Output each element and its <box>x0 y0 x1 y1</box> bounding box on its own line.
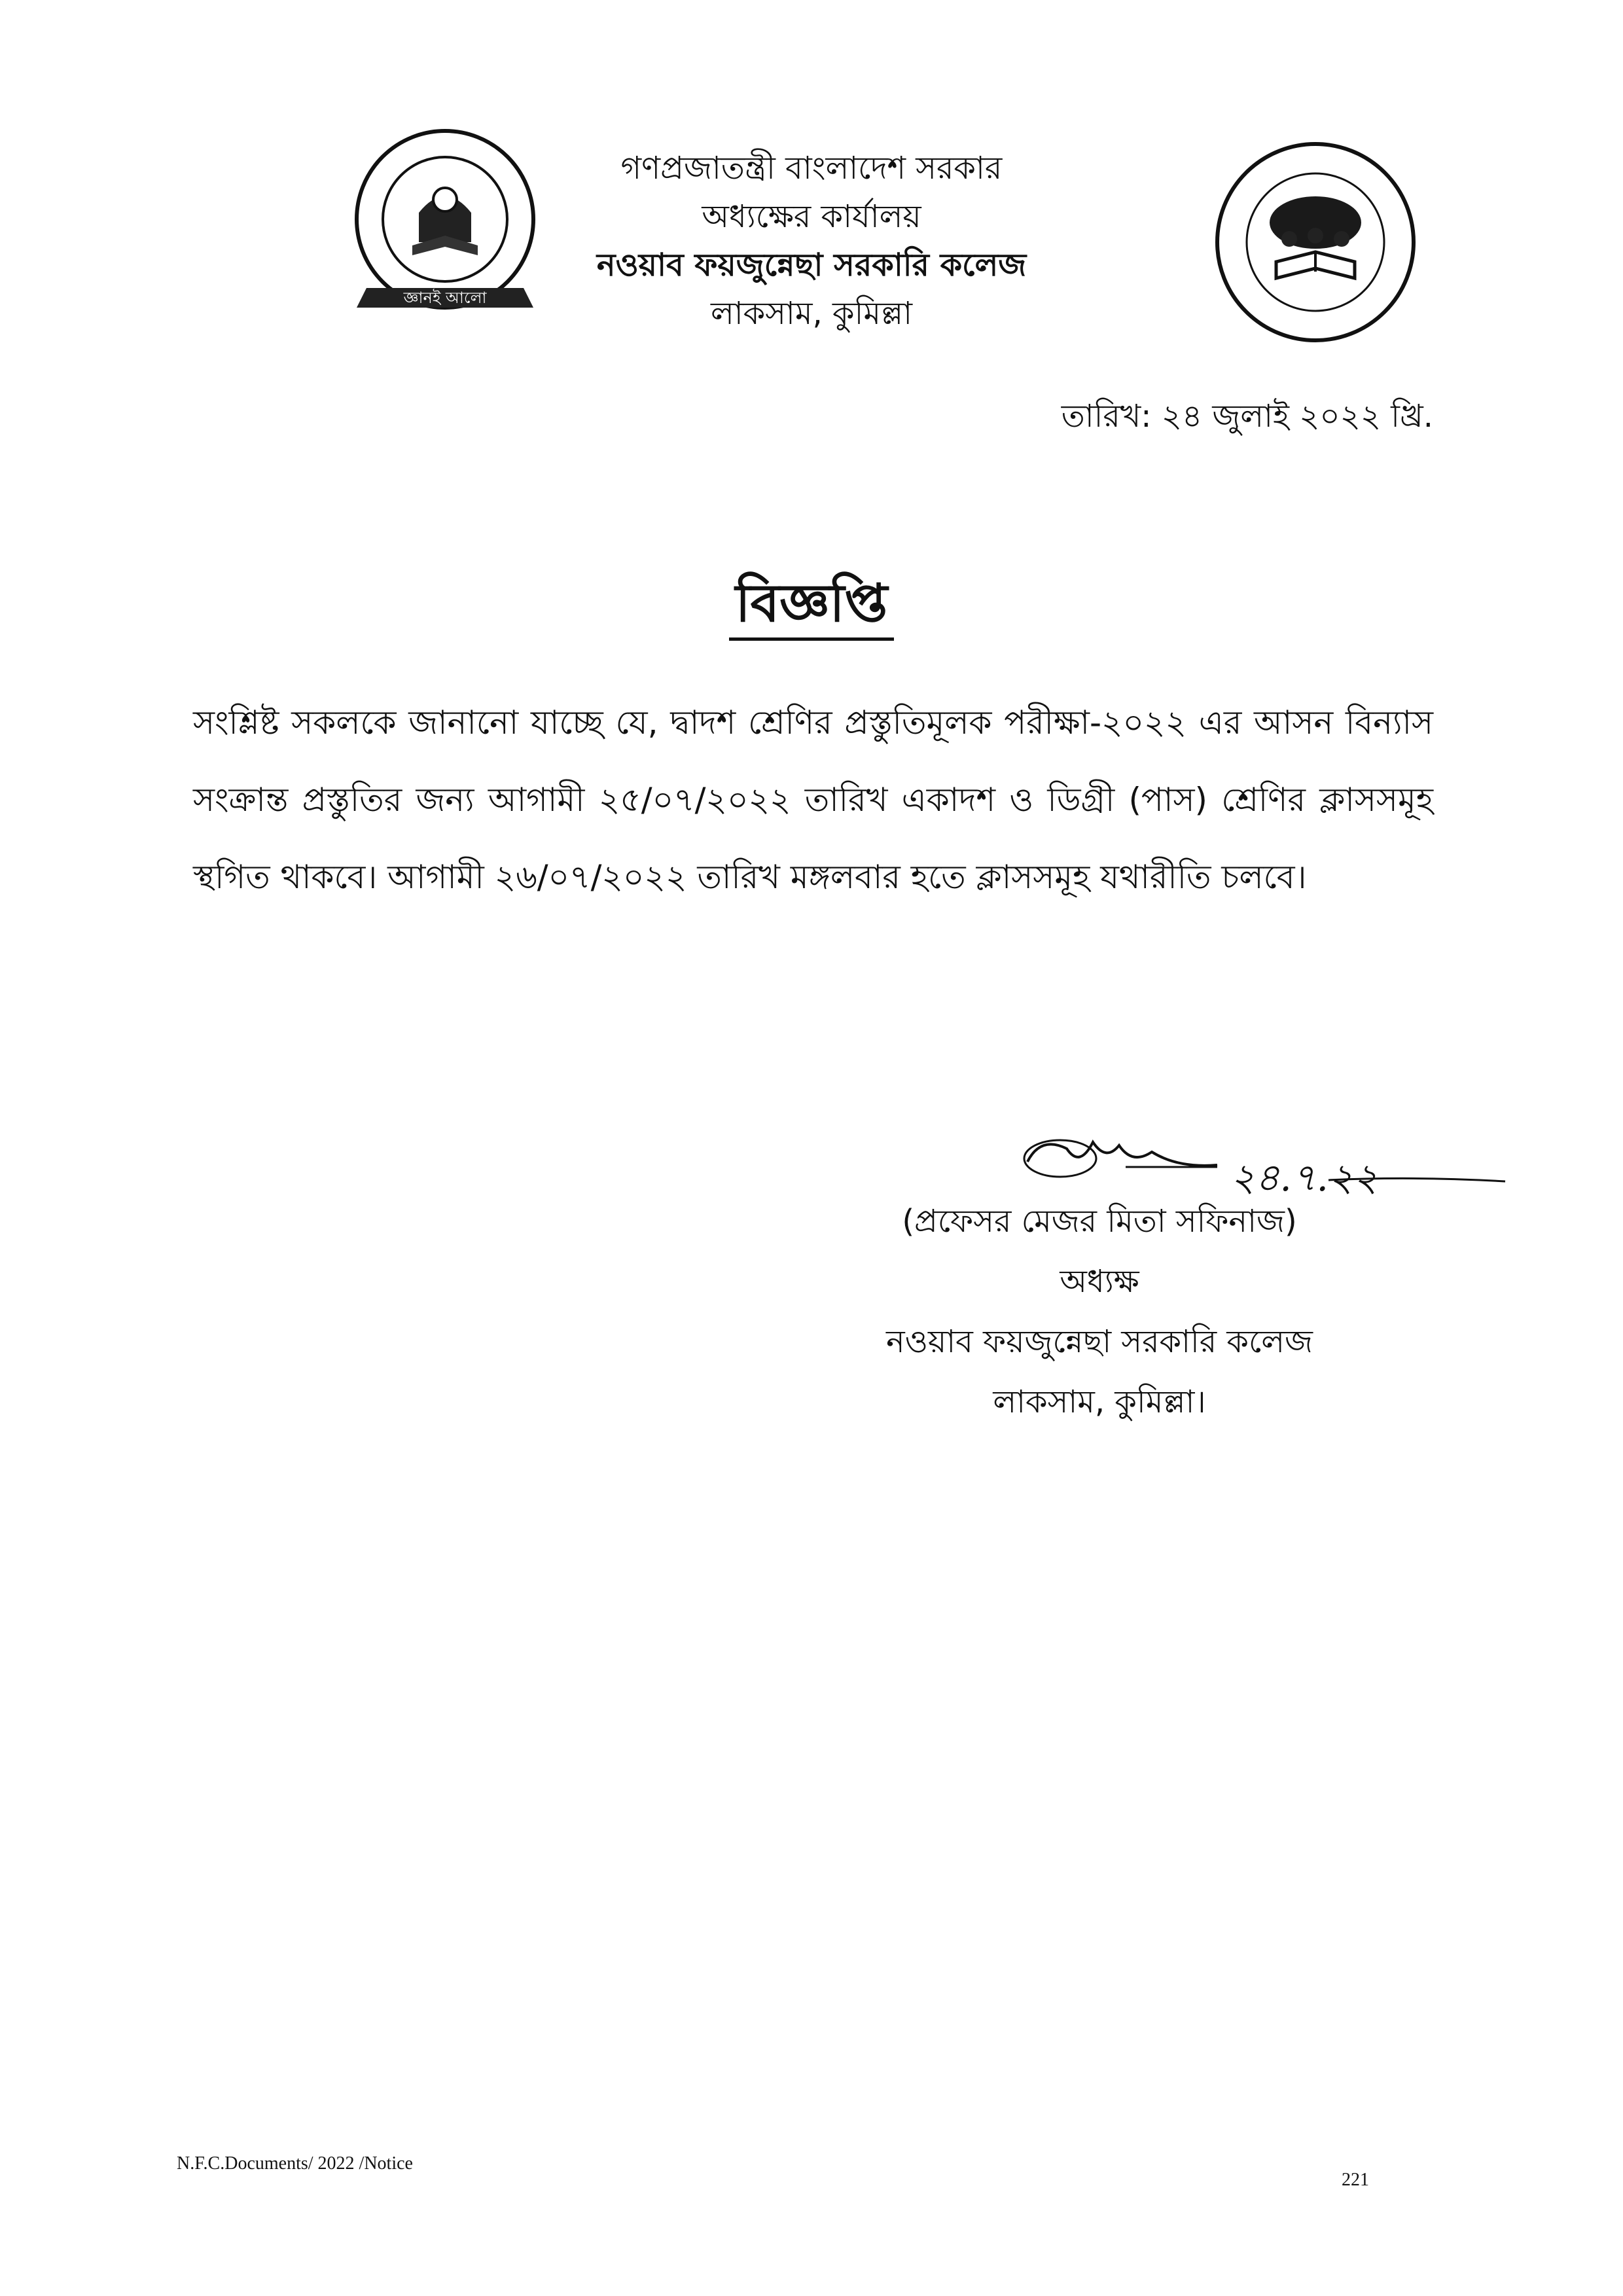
page-number: 221 <box>1342 2170 1369 2190</box>
notice-title <box>0 563 1623 651</box>
signature-date: ২৪.৭.২২ <box>1230 1155 1378 1200</box>
letterhead <box>0 144 1623 338</box>
document-reference: N.F.C.Documents/ 2022 /Notice <box>177 2153 413 2174</box>
signatory-block <box>851 1191 1348 1432</box>
office-name: অধ্যক্ষের কার্যালয় <box>702 198 921 235</box>
notice-date: তারিখ: ২৪ জুলাই ২০২২ খ্রি. <box>1061 398 1433 435</box>
signatory-college: নওয়াব ফয়জুন্নেছা সরকারি কলেজ <box>886 1323 1313 1360</box>
svg-text:জ্ঞানই আলো: জ্ঞানই আলো <box>403 289 487 307</box>
govt-name: গণপ্রজাতন্ত্রী বাংলাদেশ সরকার <box>620 150 1003 187</box>
notice-body: সংশ্লিষ্ট সকলকে জানানো যাচ্ছে যে, দ্বাদশ শ্রেণির প্রস্তুতিমূলক পরীক্ষা-২০২২ এর আসন বিন্যাস সংক্রান্ত প্রস্তুতির জন্য আগামী ২৫/০৭/২০২২ তারিখ একাদশ ও ডিগ্রী (পাস) শ্রেণির ক্লাসসমূহ স্থগিত থাকবে। আগামী ২৬/০৭/২০২২ তারিখ মঙ্গলবার হতে ক্লাসসমূহ যথারীতি চলবে। <box>193 704 1433 896</box>
notice-title-text: বিজ্ঞপ্তি <box>729 573 895 641</box>
college-location: লাকসাম, কুমিল্লা <box>710 295 913 332</box>
signatory-designation: অধ্যক্ষ <box>1060 1263 1139 1300</box>
college-name: নওয়াব ফয়জুন্নেছা সরকারি কলেজ <box>596 247 1027 283</box>
signatory-location: লাকসাম, কুমিল্লা। <box>993 1384 1206 1420</box>
signatory-name: (প্রফেসর মেজর মিতা সফিনাজ) <box>902 1203 1297 1240</box>
